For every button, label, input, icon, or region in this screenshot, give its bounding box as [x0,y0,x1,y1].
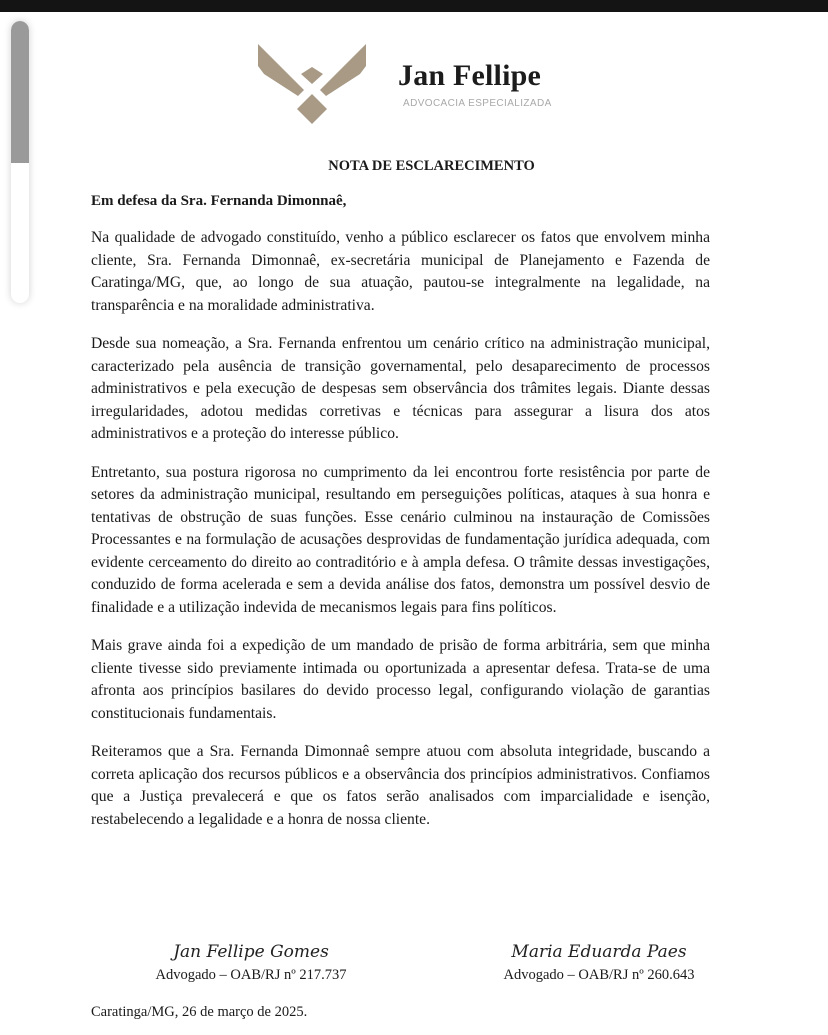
signer-role: Advogado – OAB/RJ nº 217.737 [155,967,347,983]
left-wing [258,44,304,96]
paragraph: Reiteramos que a Sra. Fernanda Dimonnaê sempre atuou com absoluta integridade, buscando a correta aplicação dos recursos públicos e a observância dos princípios administrativos. Confiamos que a Justiça prevalecerá e que os fatos serão analisados com imparcialidade e isenção, restabelecendo a legalidade e a honra de nossa cliente. [91,743,710,828]
signer-role: Advogado – OAB/RJ nº 260.643 [503,967,695,983]
right-wing [320,44,366,96]
eagle-wings-logo-icon [256,40,368,128]
greeting: Em defesa da Sra. Fernanda Dimonnaê, [91,192,347,209]
document-title: NOTA DE ESCLARECIMENTO [328,158,535,174]
brand-subtitle: ADVOCACIA ESPECIALIZADA [403,98,552,109]
paragraph: Na qualidade de advogado constituído, venho a público esclarecer os fatos que envolvem minha cliente, Sra. Fernanda Dimonnaê, ex-secretária municipal de Planejamento e Fazenda de Caratinga/MG, que, ao longo de sua atuação, pautou-se integralmente na legalidade, na transparência e na moralidade administrativa. [91,229,710,314]
scrollbar-thumb[interactable] [11,21,29,163]
top-status-bar [0,0,828,12]
signer-name: Jan Fellipe Gomes [173,942,329,962]
place-and-date: Caratinga/MG, 26 de março de 2025. [91,1004,308,1020]
signer-name: Maria Eduarda Paes [511,942,687,962]
paragraph: Desde sua nomeação, a Sra. Fernanda enfrentou um cenário crítico na administração municipal, caracterizado pela ausência de transição governamental, pelo desaparecimento de processos administrativos e pela execução de despesas sem observância dos trâmites legais. Diante dessas irregularidades, adotou medidas corretivas e técnicas para assegurar a lisura dos atos administrativos e a proteção do interesse público. [91,335,710,442]
signature-right [449,940,749,986]
scrollbar[interactable] [11,21,29,303]
brand-name: Jan Fellipe [398,59,542,92]
head-shape [301,67,323,84]
body-diamond [297,94,327,124]
document-body [91,155,710,847]
signature-block [91,940,731,990]
signature-left [101,940,401,986]
paragraph: Mais grave ainda foi a expedição de um mandado de prisão de forma arbitrária, sem que minha cliente tivesse sido previamente intimada ou oportunizada a apresentar defesa. Trata-se de uma afronta aos princípios basilares do devido processo legal, configurando violação de garantias constitucionais fundamentais. [91,637,710,722]
paragraph: Entretanto, sua postura rigorosa no cumprimento da lei encontrou forte resistência por parte de setores da administração municipal, resultando em perseguições políticas, ataques à sua honra e tentativas de obstrução de suas funções. Esse cenário culminou na instauração de Comissões Processantes e na formulação de acusações desprovidas de fundamentação jurídica adequada, com evidente cerceamento do direito ao contraditório e à ampla defesa. O trâmite dessas investigações, conduzido de forma acelerada e sem a devida análise dos fatos, demonstra um possível desvio de finalidade e a utilização indevida de mecanismos legais para fins políticos. [91,463,710,616]
